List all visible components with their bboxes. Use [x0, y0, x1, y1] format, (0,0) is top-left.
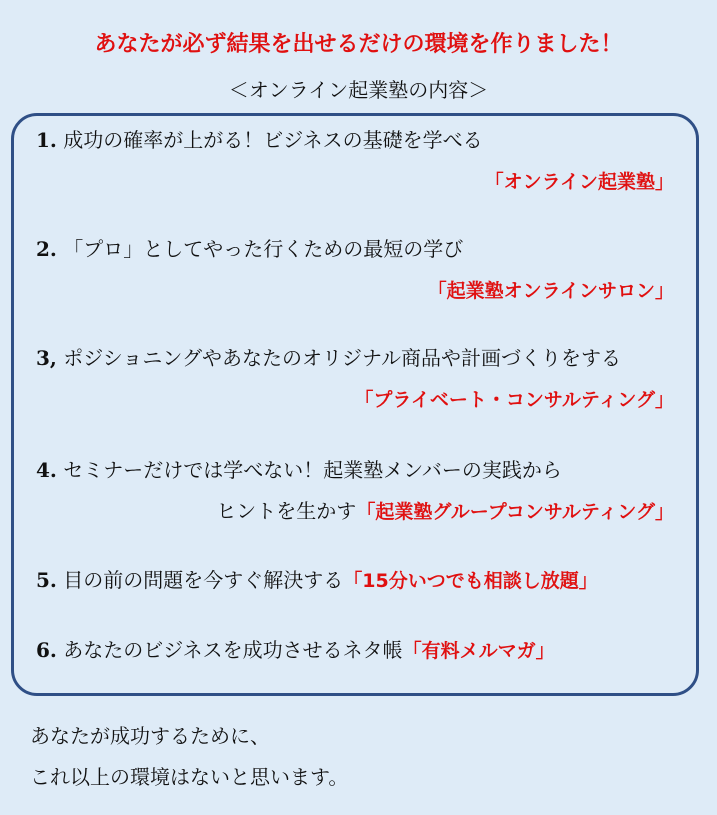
item-highlight: 「起業塾グループコンサルティング」 — [356, 501, 674, 523]
item-highlight: 「有料メルマガ」 — [402, 640, 555, 662]
list-item-2 — [36, 235, 674, 305]
item-highlight: 「起業塾オンラインサロン」 — [427, 280, 674, 302]
list-item-4 — [36, 456, 674, 526]
footer-line-1: あなたが成功するために、 — [30, 724, 270, 748]
item-highlight: 「15分いつでも相談し放題」 — [343, 570, 598, 592]
list-item-6 — [36, 636, 674, 665]
item-text: 「プロ」としてやった行くための最短の学び — [63, 237, 464, 261]
item-text: ポジショニングやあなたのオリジナル商品や計画づくりをする — [63, 346, 621, 370]
item-number: 3, — [36, 346, 57, 370]
headline: あなたが必ず結果を出せるだけの環境を作りました！ — [94, 32, 623, 57]
item-number: 6. — [36, 638, 57, 662]
item-lead: ヒントを生かす — [216, 499, 357, 523]
item-number: 4. — [36, 458, 57, 482]
list-item-3 — [36, 344, 674, 414]
item-text: セミナーだけでは学べない！起業塾メンバーの実践から — [63, 458, 562, 482]
list-item-1 — [36, 126, 674, 196]
item-text: 成功の確率が上がる！ビジネスの基礎を学べる — [63, 128, 483, 152]
item-highlight: 「オンライン起業塾」 — [484, 171, 674, 193]
item-number: 2. — [36, 237, 57, 261]
list-item-5 — [36, 566, 674, 595]
item-text: あなたのビジネスを成功させるネタ帳 — [63, 638, 403, 662]
item-number: 1. — [36, 128, 57, 152]
item-highlight: 「プライベート・コンサルティング」 — [354, 389, 674, 411]
item-number: 5. — [36, 568, 57, 592]
subheading: ＜オンライン起業塾の内容＞ — [228, 78, 489, 102]
footer-line-2: これ以上の環境はないと思います。 — [30, 765, 349, 789]
content-box — [11, 113, 699, 696]
item-text: 目の前の問題を今すぐ解決する — [63, 568, 344, 592]
